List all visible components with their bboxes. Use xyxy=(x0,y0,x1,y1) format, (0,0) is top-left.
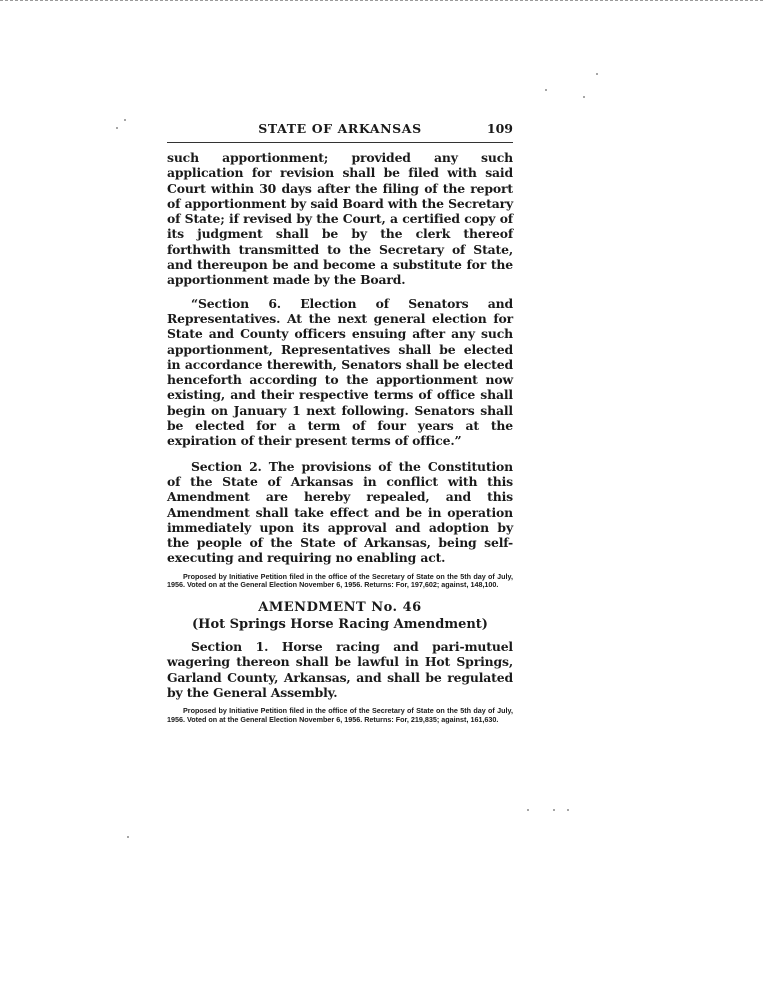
page-header-title: STATE OF ARKANSAS xyxy=(258,121,422,136)
scan-speck xyxy=(596,73,598,75)
scan-speck xyxy=(116,127,118,129)
paragraph-amendment-46-section-1: Section 1. Horse racing and pari-mutuel wagering thereon shall be lawful in Hot Springs, Garland County, Arkansas, and shall be regulated by the General Assembly. xyxy=(167,639,513,701)
scan-speck xyxy=(545,89,547,91)
scan-speck xyxy=(127,836,129,838)
paragraph-section-6 xyxy=(167,296,513,449)
running-header xyxy=(167,120,513,143)
amendment-title: AMENDMENT No. 46 xyxy=(258,600,422,616)
amendment-subtitle: (Hot Springs Horse Racing Amendment) xyxy=(192,617,488,633)
section-6-lead: “Section 6. xyxy=(191,295,281,311)
page-number: 109 xyxy=(486,121,513,136)
footnote-amendment-46-returns: Proposed by Initiative Petition filed in the office of the Secretary of State on the 5th day of July, 1956. Voted on at the General Election November 6, 1956. Returns: For, 219,835; against, 161,630. xyxy=(167,706,513,724)
scan-top-edge xyxy=(0,0,763,3)
scan-speck xyxy=(553,809,555,811)
scan-speck xyxy=(567,809,569,811)
paragraph-section-2: Section 2. The provisions of the Constitution of the State of Arkansas in conflict with this Amendment are hereby repealed, and this Amendment shall take effect and be in operation immediately upon its approval and adoption by the people of the State of Arkansas, being self-executing and requiring no enabling act. xyxy=(167,458,513,566)
section-6-body: At the next general election for State and County officers ensuing after any such apportionment, Representatives shall be elected in accordance therewith, Senators shall be elected henceforth according to the apportionment now existing, and their respective terms of office shall begin on January 1 next following. Senators shall be elected for a term of four years at the expiration of their present terms of office.” xyxy=(167,310,513,449)
scan-speck xyxy=(583,96,585,98)
paragraph-apportionment-revision: such apportionment; provided any such application for revision shall be filed with said Court within 30 days after the filing of the report of apportionment by said Board with the Secretary of State; if revised by the Court, a certified copy of its judgment shall be by the clerk thereof forthwith transmitted to the Secretary of State, and thereupon be and become a substitute for the apportionment made by the Board. xyxy=(167,150,513,288)
scan-speck xyxy=(527,809,529,811)
section-6-heading: Election of Senators and Representatives. xyxy=(167,295,513,326)
document-page xyxy=(167,120,513,724)
scan-speck xyxy=(124,119,126,121)
footnote-amendment-45-returns: Proposed by Initiative Petition filed in the office of the Secretary of State on the 5th day of July, 1956. Voted on at the General Election November 6, 1956. Returns: For, 197,602; against, 148,100. xyxy=(167,571,513,589)
